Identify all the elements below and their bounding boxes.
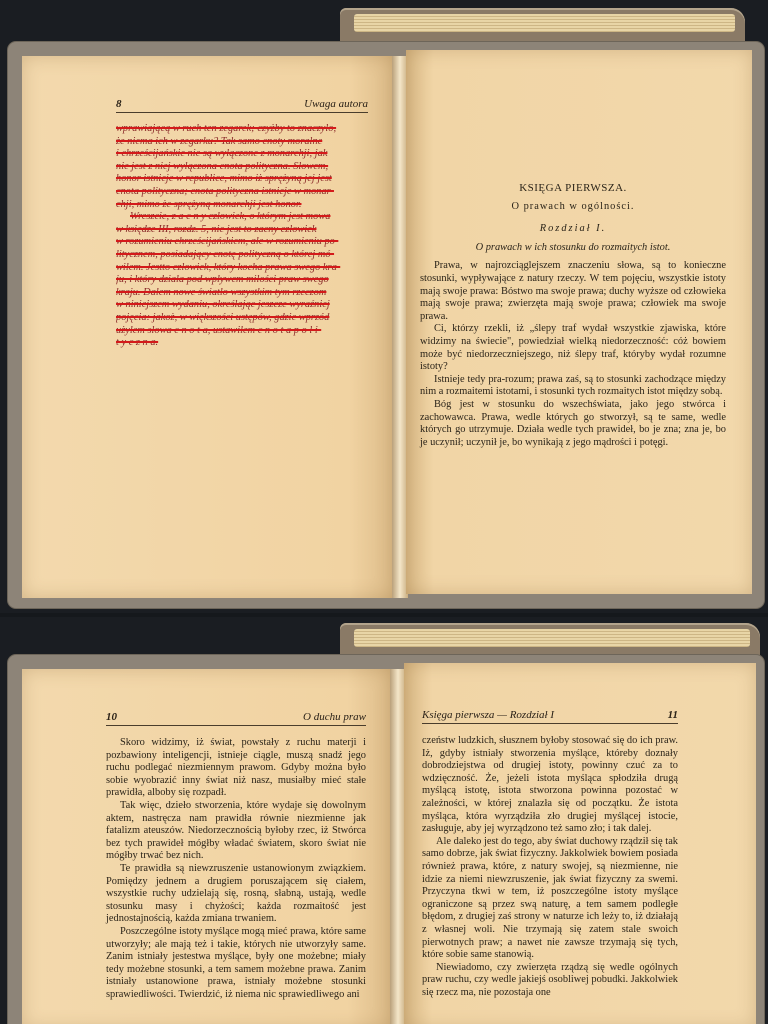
book-subtitle: O prawach w ogólności.	[511, 200, 635, 212]
struck-line: chji, mimo że sprężyną monarchji jest honor.	[116, 198, 302, 210]
struck-line: w rozumieniu chrześcijańskiem, ale w rozumieniu po-	[116, 236, 339, 248]
paragraph: Ci, którzy rzekli, iż „ślepy traf wydał wszystkie zjawiska, które widzimy na świecie", powiedział wielką niedorzeczność: cóż bowiem może być niedorzeczniejszego, niż ślepy traf, któryby wydał rozumne istoty?	[420, 323, 726, 373]
scan-bottom-spread	[0, 617, 768, 1024]
left-page	[22, 56, 394, 598]
paragraph: Prawa, w najrozciąglejszem znaczeniu słowa, są to konieczne stosunki, wypływające z natury rzeczy. W tem pojęciu, wszystkie istoty mają swoje prawa: Bóstwo ma swoje prawa; duchy wyższe od człowieka mają swoje prawa; zwierzęta mają swoje prawa; człowiek ma swoje prawa.	[420, 260, 726, 322]
paragraph: Tak więc, dzieło stworzenia, które wydaje się dowolnym aktem, nastręcza nam prawidła równie niezmienne jak fatalizm ateuszów. Niedorzecznością byłoby rzec, iż Stwórca bez tych prawideł mógłby władać światem, skoro świat nie mógłby trwać bez nich.	[106, 799, 366, 862]
struck-line: w niniejszem wydaniu, określając jeszcze wyraźniej	[116, 299, 330, 311]
paragraph: Niewiadomo, czy zwierzęta rządzą się wedle ogólnych praw ruchu, czy wedle jakiejś osobliwej pobudki. Jakkolwiek się rzecz ma, nie pozostaja one	[422, 961, 678, 998]
struck-line: pojęcia: jakoż, w większości ustępów, gdzie wprzód	[116, 311, 330, 323]
struck-line: i chrześcijańskie nie są wyłączone z monarchji, jak	[116, 148, 328, 160]
chapter-heading: Rozdział I.	[539, 223, 607, 235]
text-block	[422, 735, 678, 999]
paragraph: Poszczególne istoty myślące mogą mieć prawa, które same utworzyły; ale mają też i takie, których nie utworzyły same. Zanim istniały jestestwa myślące, były one możebne; miały tedy możebne stosunki, a tem samem możebne prawa. Zanim istniały ustanowione prawa, istniały możebne stosunki sprawiedliwości. Twierdzić, iż niema nic sprawiedliwego ani	[106, 925, 366, 1000]
struck-line: nie jest z niej wyłączona cnota polityczna. Słowem,	[116, 160, 329, 172]
book-title: KSIĘGA PIERWSZA.	[519, 182, 627, 194]
struck-line: honor istnieje w republice, mimo iż sprężyną jej jest	[116, 173, 332, 185]
struck-line: wiłem. Jestto człowiek, który kocha prawa swego kra-	[116, 261, 341, 273]
struck-line: cnota polityczna; cnota polityczna istnieje w monar-	[116, 185, 334, 197]
struck-line: kraju. Dałem nowe światło wszystkim tym rzeczom	[116, 286, 327, 298]
struck-line: ju, i który działa pod wpływem miłości praw swego	[116, 274, 329, 286]
running-header	[116, 98, 368, 113]
struck-line: wprawiającą w ruch ten zegarek; czyżby to znaczyło,	[116, 123, 337, 134]
right-page	[406, 50, 752, 594]
running-head: Uwaga autora	[304, 98, 368, 110]
page-number: 8	[116, 98, 122, 110]
running-head: O duchu praw	[303, 711, 366, 723]
struck-line: Wreszcie, z a c n y człowiek, o którym jest mowa	[130, 211, 331, 223]
page-edges	[354, 629, 750, 647]
struck-line: t y c z n a.	[116, 337, 159, 349]
paragraph: Te prawidła są niewzruszenie ustanowionym związkiem. Pomiędzy jednem a drugiem poruszającem się ciałem, wszystkie ruchy udzielają się, rosną, słabną, ustają, wedle stosunku masy i chyżości; każda rozmaitość jest jednostajnością, każda zmiana trwaniem.	[106, 862, 366, 925]
struck-line: w księdze III, rozdz. 5, nie jest to zacny człowiek	[116, 223, 317, 235]
paragraph: Istnieje tedy pra-rozum; prawa zaś, są to stosunki zachodzące między nim a rozmaitemi istotami, i stosunki tych rozmaitych istot między sobą.	[420, 373, 726, 398]
struck-line: litycznem, posiadający cnotę polityczną o której mó-	[116, 248, 335, 260]
text-block	[420, 182, 726, 449]
running-header	[422, 709, 678, 724]
running-header	[106, 711, 366, 726]
struck-line: że niema ich w zegarku? Tak samo cnoty moralne	[116, 135, 323, 147]
paragraph: Ale daleko jest do tego, aby świat duchowy rządził się tak samo dobrze, jak świat fizyczny. Jakkolwiek bowiem posiada również prawa, które, z natury swojej, są niezmienne, nie idzie za niemi niewzruszenie, jak świat fizyczny za swemi. Przyczyna tkwi w tem, iż poszczególne istoty myślące ograniczone są przez swą naturę, a tem samem podległe błędom, z drugiej zaś strony w naturze ich leży to, iż działają z własnej woli. Nie trzymają się zatem stale swoich pierwotnych praw; a nawet nie zawsze trzymają się tych, które sobie same stanowią.	[422, 835, 678, 961]
page-number: 11	[667, 709, 678, 721]
struck-line: użyłem słowa c n o t a, ustawiłem c n o t a p o l i-	[116, 324, 322, 336]
running-head: Księga pierwsza — Rozdział I	[422, 709, 555, 721]
right-page	[404, 663, 756, 1024]
left-page	[22, 669, 392, 1024]
chapter-title: O prawach w ich stosunku do rozmaitych istot.	[475, 241, 671, 253]
page-number: 10	[106, 711, 117, 723]
paragraph: Bóg jest w stosunku do wszechświata, jako jego stwórca i zachowawca. Prawa, wedle których go stworzył, są te same, wedle których go utrzymuje. Działa wedle tych prawideł, bo je zna; zna je, bo je uczynił; uczynił je, bo wynikają z jego mądrości i potęgi.	[420, 398, 726, 448]
page-edges	[354, 14, 735, 32]
paragraph: Skoro widzimy, iż świat, powstały z ruchu materji i pozbawiony inteligencji, istnieje ciągle, muszą snadź jego ruchu podlegać niezmiennym prawom. Gdyby można było sobie wyobrazić inny świat niż nasz, musiałby mieć stałe prawidła, alboby się rozpadł.	[106, 737, 366, 799]
paragraph: czeństw ludzkich, słusznem byłoby stosować się do ich praw. Iż, gdyby istniały stworzenia myślące, któreby doznały dobrodziejstwa od drugiej istoty, powinny czuć za to wdzięczność. Że, jeżeli istota myśląca spłodziła drugą myślącą istotę, istota stworzona powinna pozostać w zależności, w której znalazła się od początku. Że istota myśląca, która wyrządziła zło drugiej myślącej istocie, zasługuje, aby jej wyrządzono też samo zło; i tak dalej.	[422, 735, 678, 835]
text-block	[106, 737, 366, 1001]
struck-text-block	[116, 123, 368, 350]
